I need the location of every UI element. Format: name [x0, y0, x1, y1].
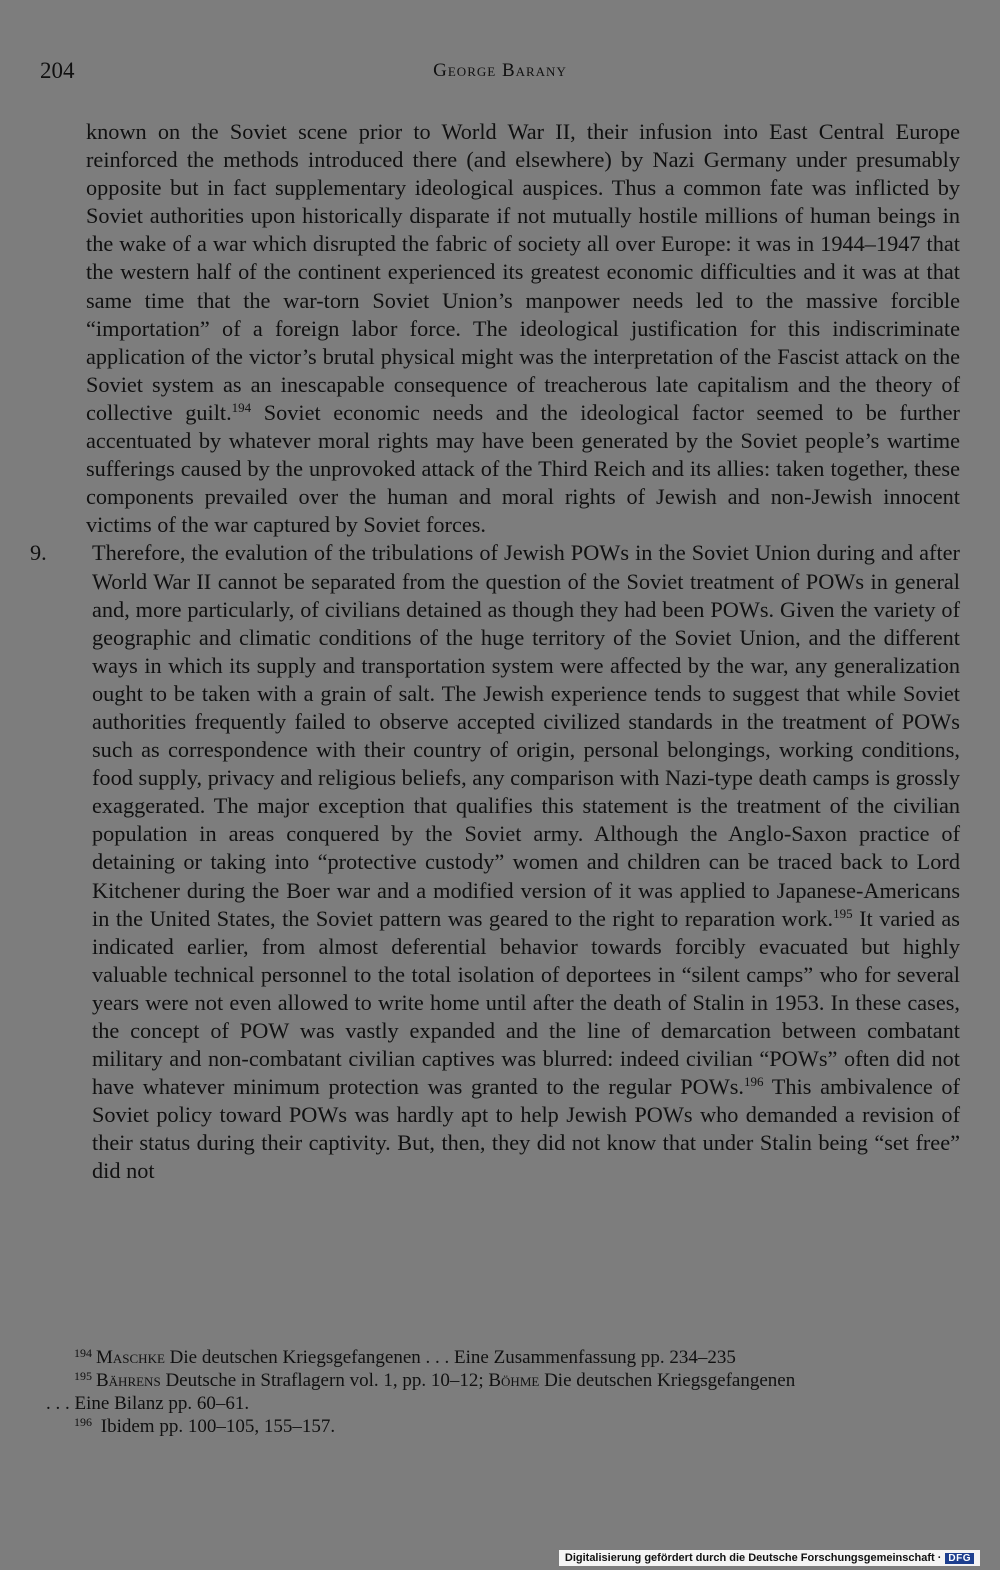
paragraph-text: Therefore, the evalution of the tribulations of Jewish POWs in the Soviet Union during and after World War II cannot be separated from the question of the Soviet treatment of POWs in general and, more particularly, of civilians detained as though they had been POWs. Given the variety of geographic and climatic conditions of the huge territory of the Soviet Union, and the different ways in which its supply and transportation system were affected by the war, any generalization ought to be taken with a grain of salt. The Jewish experience tends to suggest that while Soviet authorities frequently failed to observe accepted civilized standards in the treatment of POWs such as correspondence with their country of origin, personal belongings, working conditions, food supply, privacy and religious beliefs, any comparison with Nazi-type death camps is grossly exaggerated. The major exception that qualifies this statement is the treatment of the civilian population in areas conquered by the Soviet army. Although the Anglo-Saxon practice of detaining or taking into “protective custody” women and children can be traced back to Lord Kitchener during the Boer war and a modified version of it was applied to Japanese-Americans in the United States, the Soviet pattern was geared to the right to reparation work.	[92, 540, 960, 931]
page-number: 204	[40, 58, 75, 83]
footnote-number: 194	[74, 1346, 92, 1360]
footnote-author: Maschke	[96, 1347, 165, 1368]
footnotes	[46, 1346, 960, 1438]
body-text	[30, 118, 960, 1186]
footnote-195	[46, 1369, 960, 1392]
paragraph-text: Soviet economic needs and the ideological factor seemed to be further accentuated by whatever moral rights may have been generated by the Soviet people’s wartime sufferings caused by the unprovoked attack of the Third Reich and its allies: taken together, these components prevailed over the human and moral rights of Jewish and non-Jewish innocent victims of the war captured by Soviet forces.	[86, 399, 960, 538]
page-header	[40, 58, 960, 92]
footnote-ref-196: 196	[744, 1074, 764, 1090]
footnote-195-continuation: . . . Eine Bilanz pp. 60–61.	[46, 1393, 250, 1414]
paragraph-continued	[86, 118, 960, 539]
footnote-ref-194: 194	[231, 399, 252, 415]
paragraph-text: It varied as indicated earlier, from almost deferential behavior towards forcibly evacuated but highly valuable technical personnel to the total isolation of deportees in “silent camps” who for several years were not even allowed to write home until after the death of Stalin in 1953. In these cases, the concept of POW was vastly expanded and the line of demarcation between combatant military and non-combatant civilian captives was blurred: indeed civilian “POWs” often did not have whatever minimum protection was granted to the regular POWs.	[92, 905, 960, 1100]
paragraph-9	[30, 539, 960, 1185]
footnote-author: Böhme	[488, 1370, 540, 1391]
paragraph-text: known on the Soviet scene prior to World War II, their infusion into East Central Europe reinforced the methods introduced there (and elsewhere) by Nazi Germany under presumably opposite but in fact supplementary ideological auspices. Thus a common fate was inflicted by Soviet authorities upon historically disparate if not mutually hostile millions of human beings in the wake of a war which disrupted the fabric of society all over Europe: it was in 1944–1947 that the western half of the continent experienced its greatest economic difficulties and it was at that same time that the war-torn Soviet Union’s manpower needs led to the massive forcible “importation” of a foreign labor force. The ideological justification for this indiscriminate application of the victor’s brutal physical might was the interpretation of the Fascist attack on the Soviet system as an inescapable consequence of treacherous late capitalism and the theory of collective guilt.	[86, 119, 960, 425]
paragraph-text: This ambivalence of Soviet policy toward POWs was hardly apt to help Jewish POWs who demanded a revision of their status during their captivity. But, then, they did not know that under Stalin being “set free” did not	[92, 1074, 960, 1184]
footnote-text: Die deutschen Kriegsgefangenen . . . Eine Zusammenfassung pp. 234–235	[164, 1347, 736, 1368]
running-head: George Barany	[433, 60, 567, 81]
paragraph-number: 9.	[30, 540, 47, 566]
footnote-194	[46, 1346, 960, 1369]
footnote-ref-195: 195	[833, 905, 853, 921]
footnote-196	[46, 1415, 960, 1438]
digitization-credit	[559, 1550, 980, 1566]
footnote-author: Bährens	[96, 1370, 161, 1391]
footnote-number: 195	[74, 1369, 92, 1383]
footnote-text: Die deutschen Kriegsgefangenen	[539, 1370, 796, 1391]
footnote-number: 196	[74, 1415, 92, 1429]
credit-text: Digitalisierung gefördert durch die Deutsche Forschungsgemeinschaft ·	[564, 1552, 942, 1564]
footnote-text: Deutsche in Straflagern vol. 1, pp. 10–12;	[160, 1370, 489, 1391]
footnote-text: Ibidem pp. 100–105, 155–157.	[100, 1416, 336, 1437]
dfg-logo: DFG	[945, 1553, 974, 1564]
